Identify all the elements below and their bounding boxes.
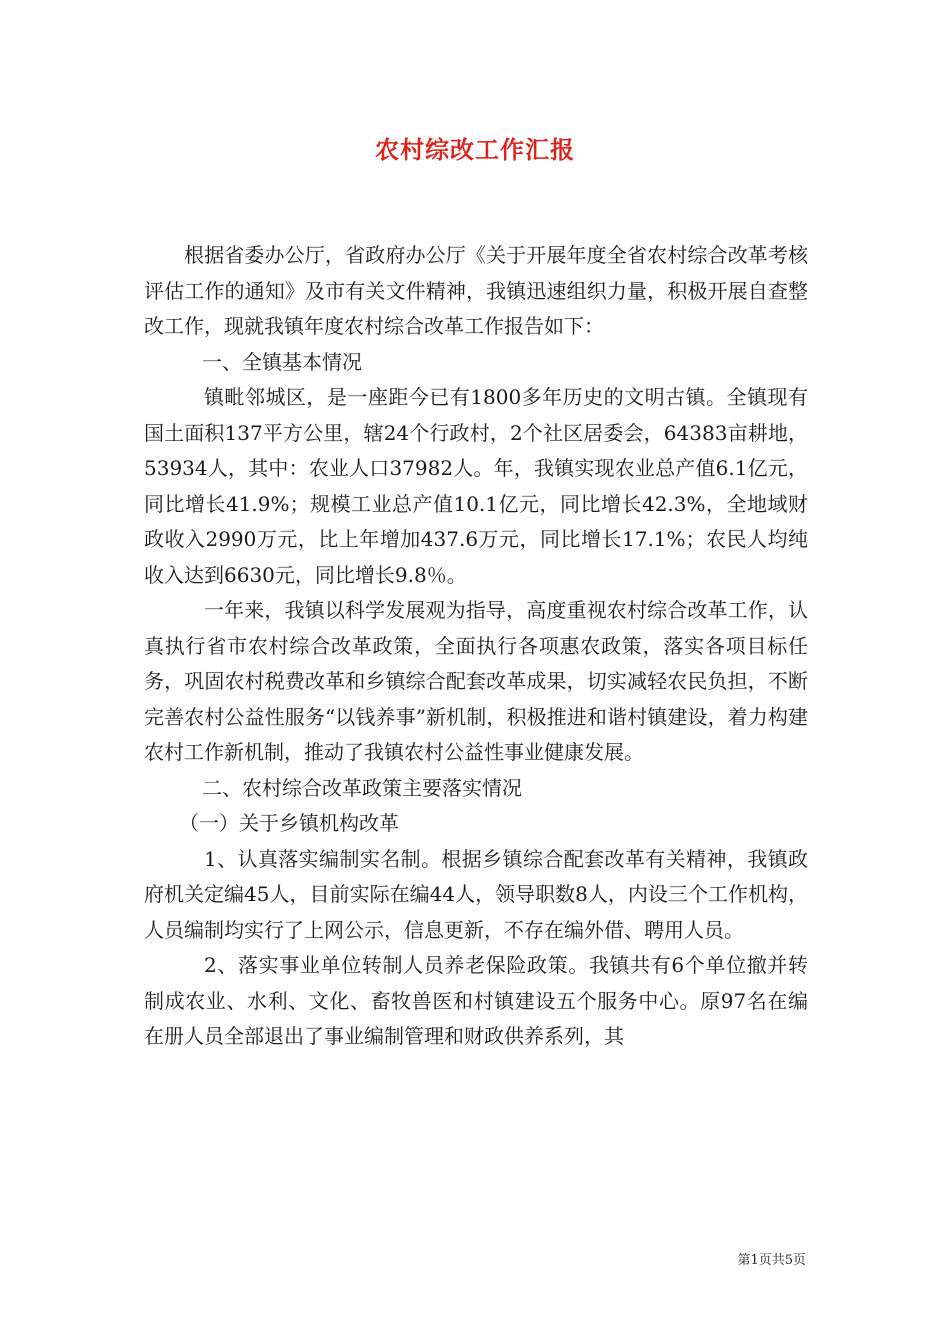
subsection-heading-1: （一）关于乡镇机构改革 bbox=[179, 811, 399, 835]
section-heading-2: 二、农村综合改革政策主要落实情况 bbox=[202, 775, 522, 800]
item-paragraph-2: 2、落实事业单位转制人员养老保险政策。我镇共有6个单位撤并转制成农业、水利、文化、畜牧兽医和村镇建设五个服务中心。原97名在编在册人员全部退出了事业编制管理和财政供养系列，其 bbox=[144, 953, 808, 1048]
summary-paragraph: 一年来，我镇以科学发展观为指导，高度重视农村综合改革工作，认真执行省市农村综合改革政策，全面执行各项惠农政策，落实各项目标任务，巩固农村税费改革和乡镇综合配套改革成果，切实减轻农民负担，不断完善农村公益性服务“以钱养事”新机制，积极推进和谐村镇建设，着力构建农村工作新机制，推动了我镇农村公益性事业健康发展。 bbox=[144, 598, 808, 764]
page-number: 第1页共5页 bbox=[737, 1253, 806, 1268]
basic-situation-paragraph: 镇毗邻城区，是一座距今已有1800多年历史的文明古镇。全镇现有国土面积137平方公里，辖24个行政村，2个社区居委会，64383亩耕地，53934人，其中：农业人口37982人。年，我镇实现农业总产值6.1亿元，同比增长41.9%；规模工业总产值10.1亿元，同比增长42.3%，全地域财政收入2990万元，比上年增加437.6万元，同比增长17.1%；农民人均纯收入达到6630元，同比增长9.8％。 bbox=[144, 385, 808, 587]
document-body bbox=[144, 238, 808, 1055]
item-paragraph-1: 1、认真落实编制实名制。根据乡镇综合配套改革有关精神，我镇政府机关定编45人，目前实际在编44人，领导职数8人，内设三个工作机构，人员编制均实行了上网公示，信息更新，不存在编外借、聘用人员。 bbox=[144, 846, 808, 942]
section-heading-1: 一、全镇基本情况 bbox=[202, 349, 362, 374]
intro-paragraph: 根据省委办公厅，省政府办公厅《关于开展年度全省农村综合改革考核评估工作的通知》及市有关文件精神，我镇迅速组织力量，积极开展自查整改工作，现就我镇年度农村综合改革工作报告如下： bbox=[144, 243, 808, 338]
document-title: 农村综改工作汇报 bbox=[375, 135, 575, 164]
